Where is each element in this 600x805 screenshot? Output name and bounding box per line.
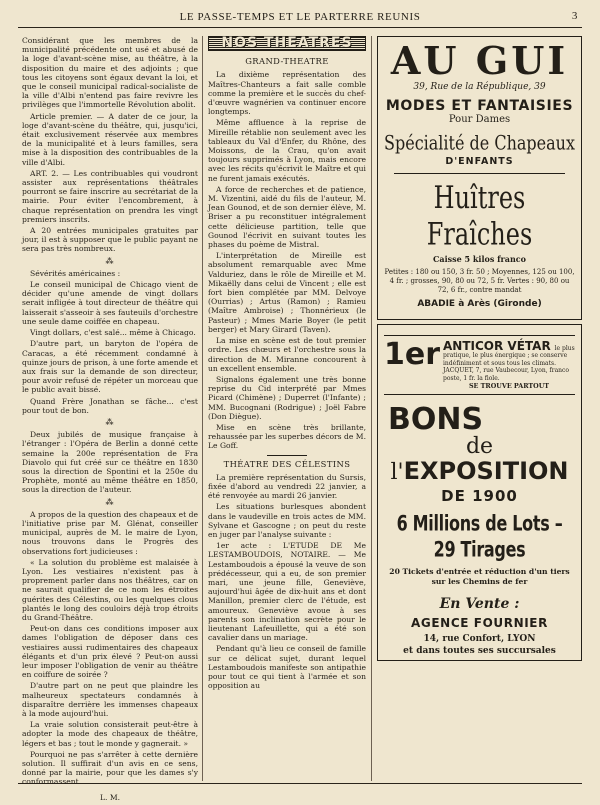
paragraph: La vraie solution consisterait peut-être à adopter la mode des chapeaux de théâtre, légers et bas ; tout le monde y gagnerait. » [22,720,198,748]
ad-text: le plus pratique, le plus énergique ; se conserve indéfiniment et sous tous les climats. JACQUET, 7, rue Vaubecour, Lyon, franco poste, 1 fr. la fiole. [443,345,575,382]
paragraph: « La solution du problème est malaisée à Lyon. Les vestiaires n'existent pas à proprement parler dans nos théâtres, car on ne saurait qualifier de ce nom les étroites guérites des Célestins, ou les quelques clous plantés le long des couloirs déjà trop étroits du Grand-Théâtre. [22,557,198,622]
newspaper-title: LE PASSE-TEMPS ET LE PARTERRE REUNIS [179,11,421,23]
ornament: ⁂ [105,497,115,507]
ornament: ⁂ [105,417,115,427]
paragraph: La mise en scène est de tout premier ordre. Les chœurs et l'orchestre sous la direction de M. Miranne concourent à un excellent ensemble. [208,336,366,373]
column-divider [371,36,372,781]
ad-anticor [384,335,575,395]
ad-line: 6 Millions de Lots – 29 Tirages [396,510,563,563]
ad-line: de l' [390,434,494,486]
ad-line: ABADIE à Arès (Gironde) [417,299,542,309]
ad-title: ANTICOR VÉTAR [443,339,551,353]
ad-title: BONS [388,402,484,438]
ad-title [384,435,575,485]
page-number: 3 [571,10,578,22]
paragraph: D'autre part, un baryton de l'opéra de Caracas, a été récemment condamné à quinze jours de prison, à une forte amende et aux frais sur la demande de son directeur, pour avoir refusé de répéter un morceau que le public avait bissé. [22,339,198,395]
ad-body [443,340,575,390]
ad-title: AU GUI [390,38,569,83]
ad-price-list: Petites : 180 ou 150, 3 fr. 50 ; Moyennes, 125 ou 100, 4 fr. ; grosses, 90, 80 ou 72, 5 fr. Vertes : 90, 80 ou 72, 6 fr., contre mandat [384,268,575,294]
footer-rule [18,783,582,784]
paragraph: Le conseil municipal de Chicago vient de décider qu'une amende de vingt dollars serait infligée à tout directeur de théâtre qui laisserait s'asseoir à ses fauteuils d'orchestre une seule dame coiffée en chapeau. [22,280,198,326]
ad-title: Huîtres Fraîches [426,179,533,253]
paragraph: La dixième représentation des Maîtres-Chanteurs a fait salle comble comme la première et le succès du chef-d'œuvre wagnérien va continuer encore longtemps. [208,70,366,117]
ad-line: Pour Dames [448,114,511,125]
paragraph: Même affluence à la reprise de Mireille rétablie non seulement avec les tableaux du Val d'Enfer, du Rhône, des Moissons, de la Crau, qu'on avait toujours supprimés à Lyon, mais encore avec les récits qu'écrivit le Maître et qui ne furent jamais exécutés. [208,118,366,183]
paragraph: Signalons également une très bonne reprise du Cid interprété par Mmes Picard (Chimène) ; Duperret (l'Infante) ; MM. Bucognani (Rodrigue) ; Joël Fabre (Don Diègue). [208,374,366,421]
column-theatres [208,36,366,692]
paragraph: Les situations burlesques abondent dans le vaudeville en trois actes de MM. Sylvane et Gascogne ; on peut du reste en juger par l'analyse suivante : [208,502,366,539]
paragraph: A force de recherches et de patience, M. Vizentini, aidé du fils de l'auteur, M. Jean Gounod, et de son dernier élève, M. Briser a pu reconstituer intégralement cette délicieuse partition, telle que Gounod l'écrivit en suivant toutes les phases du poème de Mistral. [208,184,366,250]
paragraph: Peut-on dans ces conditions imposer aux dames l'obligation de déposer dans ces vestiaires aussi rudimentaires des chapeaux élégants et d'un prix élevé ? Peut-on aussi leur imposer l'obligation de venir au théâtre en coiffure de soirée ? [22,624,198,680]
section-heading: GRAND-THEATRE [245,56,329,67]
separator-rule [267,455,307,456]
paragraph: A 20 entrées municipales gratuites par jour, il est à supposer que le public payant ne sera pas très nombreux. [22,226,198,254]
ad-line: et dans toutes ses succursales [403,646,556,657]
separator-rule [394,173,565,174]
ad-line: AGENCE FOURNIER [411,616,548,631]
ad-line: 20 Tickets d'entrée et réduction d'un tiers sur les Chemins de fer [389,567,570,586]
paragraph: Vingt dollars, c'est salé... même à Chicago. [30,328,196,338]
paragraph: Sévérités américaines : [30,268,121,278]
signature: L. M. [99,792,121,802]
paragraph: A propos de la question des chapeaux et de l'initiative prise par M. Glénat, conseiller municipal, auprès de M. le maire de Lyon, nous trouvons dans le Progrès des observations fort judicieuses : [22,509,198,556]
column-chronicle [22,36,198,802]
paragraph: D'autre part on ne peut que plaindre les malheureux spectateurs condamnés à disparaître derrière les immenses chapeaux à la mode aujourd'hui. [22,681,198,719]
page-header [18,8,582,26]
ad-line: SE TROUVE PARTOUT [468,382,550,391]
paragraph: Considérant que les membres de la municipalité précédente ont usé et abusé de la loge d'avant-scène mise, au théâtre, à la disposition du maire et des adjoints ; que tous les citoyens sont égaux devant la loi, et que le conseil municipal radical-socialiste de la ville d'Albi n'entend pas faire revivre les privilèges que l'immortelle Révolution abolit. [22,36,198,110]
ad-rank: 1er [384,337,441,372]
ad-address: 14, rue Confort, LYON [423,634,536,645]
ad-au-gui [377,36,582,320]
paragraph: Quand Frère Jonathan se fâche... c'est pour tout de bon. [22,396,198,415]
paragraph: Pourquoi ne pas s'arrêter à cette dernière solution. Il suffirait d'un avis en ce sens, donné par la mairie, pour que les dames s'y conformassent. [22,749,198,787]
paragraph: ART. 2. — Les contribuables qui voudront assister aux représentations théâtrales pourront se faire inscrire au secrétariat de la mairie. Pour éviter l'encombrement, à chaque représentation on prendra les vingt premiers inscrits. [22,168,198,224]
paragraph: La première représentation du Sursis, fixée d'abord au vendredi 22 janvier, a été renvoyée au mardi 26 janvier. [208,472,366,501]
ad-line: D'ENFANTS [445,156,514,167]
header-rule [18,27,582,28]
paragraph: Pendant qu'à lieu ce conseil de famille sur ce délicat sujet, durant lequel Lestamboudois manifeste son antipathie pour tout ce qui tient à l'armée et son opposition au [208,644,366,691]
paragraph: Deux jubilés de musique française à l'étranger : l'Opéra de Berlin a donné cette semaine la 200e représentation de Fra Diavolo qui fut créé sur ce théâtre en 1830 sous la direction de Spontini et la 250e du Prophète, monté au même théâtre en 1850, sous la direction de l'auteur. [22,430,198,495]
ad-line: DE 1900 [441,487,518,506]
paragraph: Article premier. — A dater de ce jour, la loge d'avant-scène du théâtre, qui, jusqu'ici, était exclusivement réservée aux membres de la municipalité et à leurs familles, sera mise à la disposition des contribuables de la ville d'Albi. [22,111,198,167]
paragraph: Mise en scène très brillante, rehaussée par les superbes décors de M. Le Goff. [208,422,366,451]
ad-address: 39, Rue de la République, 39 [413,82,546,92]
paragraph: 1er acte : L'ETUDE DE Me LESTAMBOUDOIS, NOTAIRE. — Me Lestamboudois a épousé la veuve de son prédécesseur, qui a eu, de son premier mari, une jeune fille, Geneviève, aujourd'hui âgée de dix-huit ans et dont Manillon, premier clerc de l'étude, est amoureux. Geneviève avoue à ses parents son inclination secrète pour le lieutenant Lafeuillette, qui a été son cavalier dans un mariage. [208,541,366,643]
column-divider [202,36,203,781]
ad-line: MODES ET FANTAISIES [385,98,574,114]
ornament: ⁂ [105,256,115,266]
paragraph: L'interprétation de Mireille est absolument remarquable avec Mme Valduriez, dans le rôle de Mireille et M. Mikaëlly dans celui de Vincent ; elle est fort bien complétée par MM. Delvoye (Ourrias) ; Artus (Ramon) ; Ramieu (Maître Ambroise) ; Thonnérieux (le Pasteur) ; Mmes Marie Boyer (le petit berger) et Mary Girard (Taven). [208,251,366,334]
advertisements-column [377,36,582,774]
ad-line: En Vente : [439,596,520,613]
ad-line: Caisse 5 kilos franco [433,254,526,264]
section-heading: THÉATRE DES CÉLESTINS [223,458,351,469]
ad-bons-exposition [377,324,582,661]
ad-line: Spécialité de Chapeaux [384,130,575,155]
section-banner: NOS THEATRES [208,36,366,51]
ad-line: EXPOSITION [403,457,569,486]
